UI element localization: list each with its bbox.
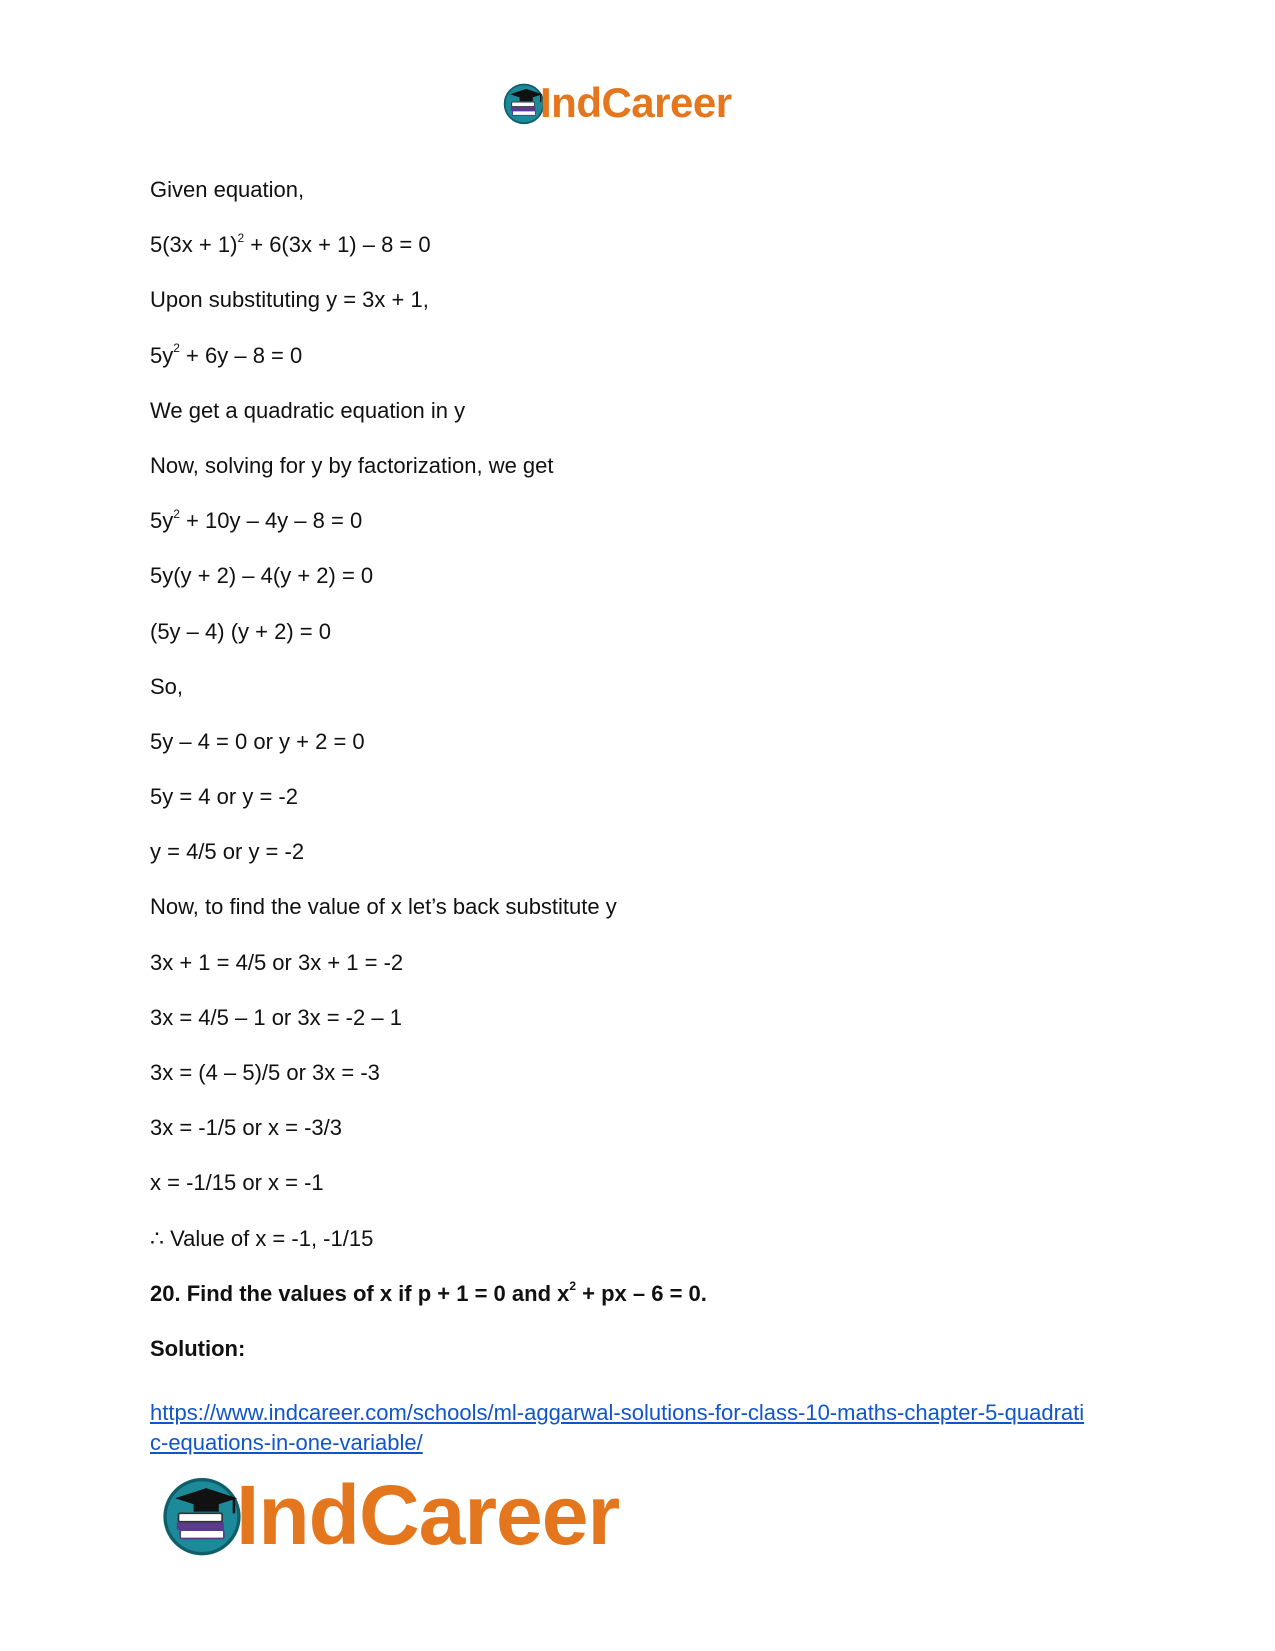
text-line: Upon substituting y = 3x + 1, (150, 287, 429, 313)
equation-line: 5y – 4 = 0 or y + 2 = 0 (150, 728, 365, 754)
conclusion-line: ∴ Value of x = -1, -1/15 (150, 1225, 374, 1251)
text-line: So, (150, 673, 184, 699)
text-line: We get a quadratic equation in y (150, 397, 466, 423)
equation-line: y = 4/5 or y = -2 (150, 839, 305, 865)
source-link-block (150, 1398, 1140, 1458)
solution-content (150, 176, 1150, 1390)
header-logo (502, 80, 732, 126)
text-line: Given equation, (150, 177, 305, 202)
equation-line: (5y – 4) (y + 2) = 0 (150, 618, 331, 644)
equation-line: 5y(y + 2) – 4(y + 2) = 0 (150, 563, 374, 589)
equation-line: 3x = (4 – 5)/5 or 3x = -3 (150, 1060, 380, 1085)
equation-line: $5(3x + 1)^2 + 6(3x + 1) - 8 = 0$ (150, 230, 431, 258)
question-heading: 20. Find the values of x if p + 1 = 0 and $x^2$ + px – 6 = 0. (150, 1279, 707, 1306)
equation-line: 5y = 4 or y = -2 (150, 784, 298, 810)
equation-line: $5y^2 + 6y - 8 = 0$ (150, 341, 303, 368)
exponent: 2 (569, 1279, 577, 1294)
text-line: Now, solving for y by factorization, we get (150, 452, 554, 478)
equation-line: x = -1/15 or x = -1 (150, 1170, 324, 1196)
text-line: Now, to find the value of x let’s back substitute y (150, 894, 617, 920)
equation-line: $5y^2 + 10y - 4y - 8 = 0$ (150, 506, 363, 534)
footer-logo (160, 1470, 619, 1560)
equation-line: 3x = 4/5 – 1 or 3x = -2 – 1 (150, 1004, 402, 1030)
source-link[interactable]: https://www.indcareer.com/schools/ml-aggarwal-solutions-for-class-10-maths-chapter-5-quadrati c-equations-in-one-variable/ (150, 1400, 1085, 1455)
logo-text: IndCareer (236, 1468, 620, 1562)
exponent: 2 (237, 230, 245, 245)
graduation-cap-books-icon (160, 1473, 244, 1557)
exponent: 2 (173, 341, 180, 356)
equation-line: 3x + 1 = 4/5 or 3x + 1 = -2 (150, 949, 404, 975)
equation-line: 3x = -1/5 or x = -3/3 (150, 1115, 342, 1141)
solution-label: Solution: (150, 1335, 246, 1361)
exponent: 2 (173, 506, 180, 521)
logo-text: IndCareer (540, 79, 732, 126)
